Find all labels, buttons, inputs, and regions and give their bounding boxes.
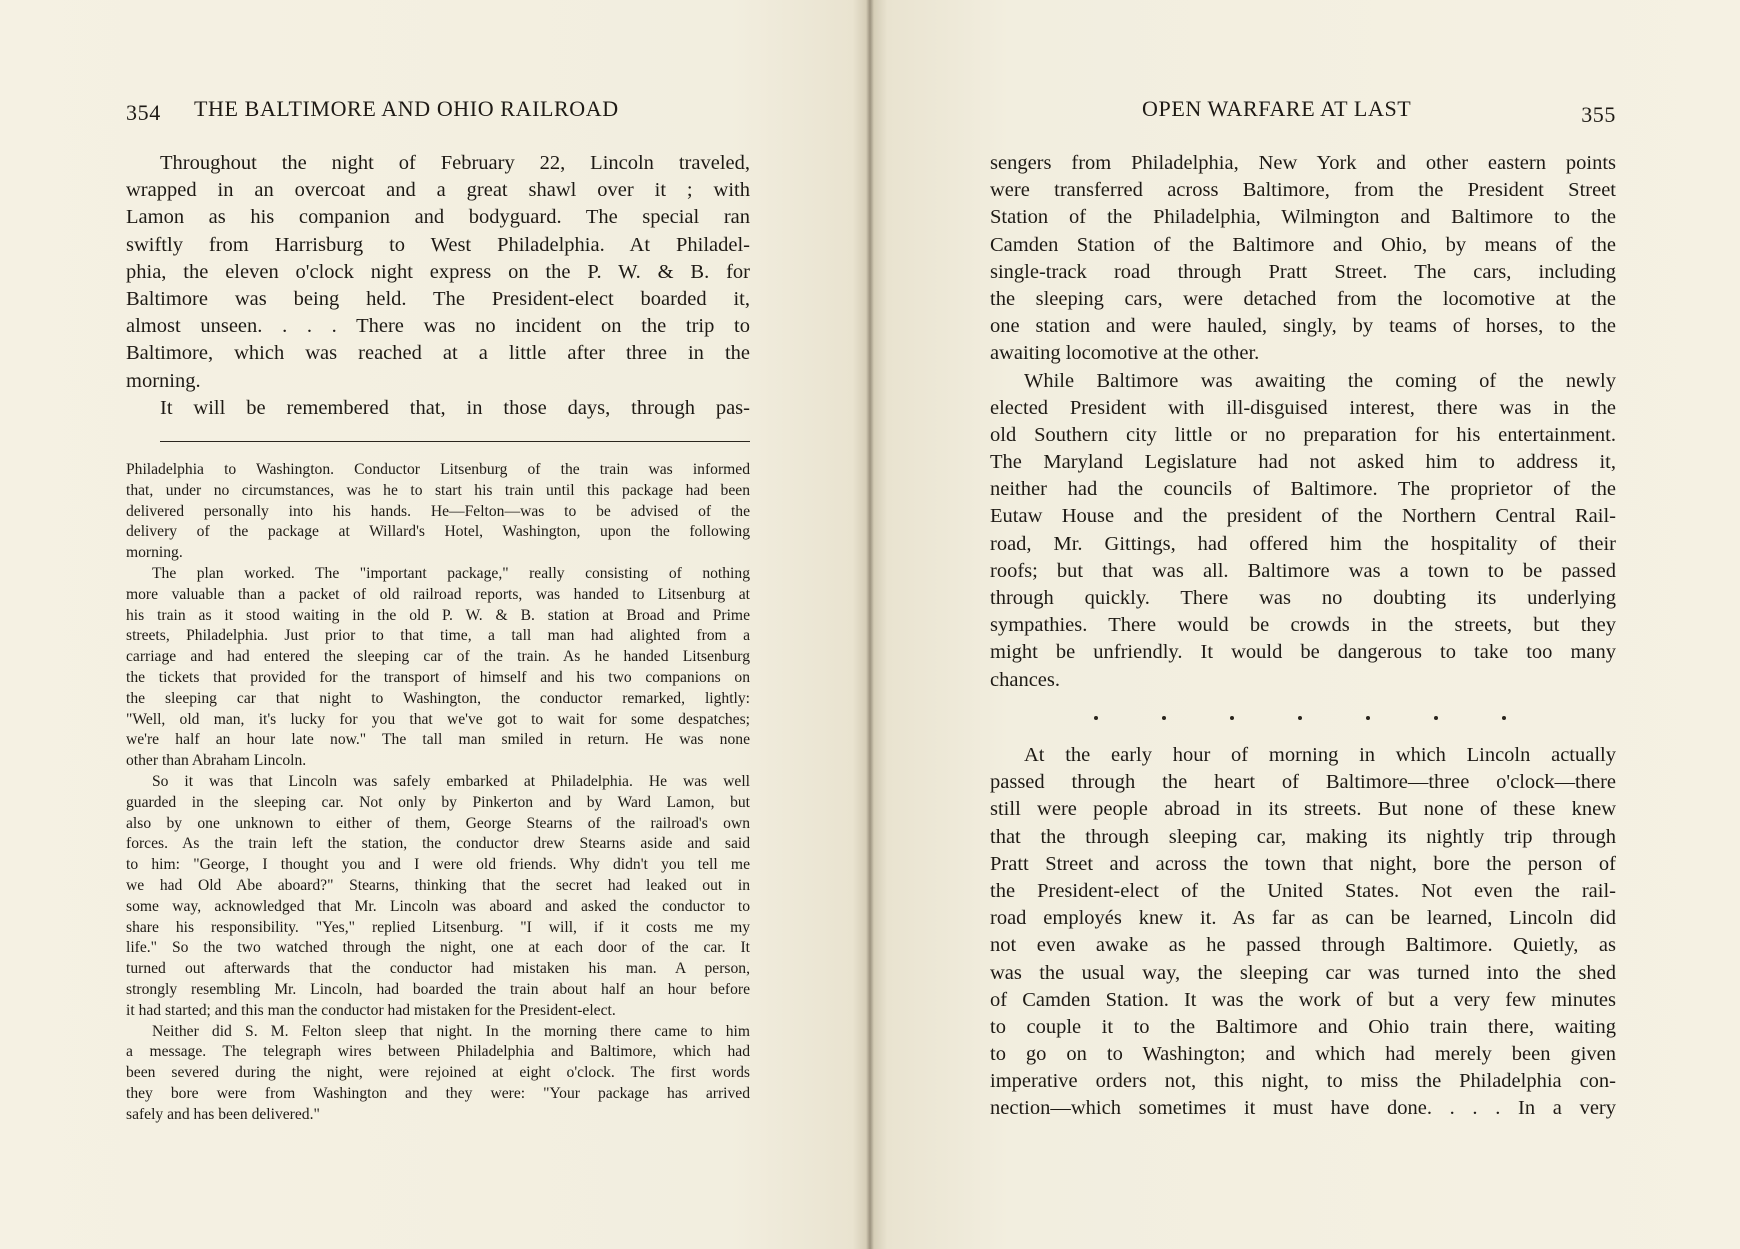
body-line: roofs; but that was all. Baltimore was a town to be passed — [990, 559, 1616, 582]
footnote-line: we're half an hour late now." The tall man smiled in return. He was none — [126, 731, 750, 749]
body-line: through quickly. There was no doubting its underlying — [990, 587, 1616, 609]
footnote-line: a message. The telegraph wires between Philadelphia and Baltimore, which had — [126, 1043, 750, 1061]
footnote-rule — [160, 441, 750, 442]
footnote-line: that, under no circumstances, was he to start his train until this package had been — [126, 481, 750, 499]
body-line: phia, the eleven o'clock night express on the P. W. & B. for — [126, 260, 750, 283]
footnote-line: life." So the two watched through the night, one at each door of the car. It — [126, 939, 750, 957]
footnote-line: turned out afterwards that the conductor had mistaken his man. A person, — [126, 960, 750, 978]
body-line: Baltimore was being held. The President-elect boarded it, — [126, 287, 750, 310]
left-footnotes — [126, 460, 750, 1126]
left-page — [126, 0, 750, 1249]
footnote-line: share his responsibility. "Yes," replied Litsenburg. "I will, if it costs me my — [126, 918, 750, 936]
footnote-line: also by one unknown to either of them, George Stearns of the railroad's own — [126, 814, 750, 832]
footnote-line: the tickets that provided for the transport of himself and his two companions on — [126, 668, 750, 686]
footnote-line: So it was that Lincoln was safely embarked at Philadelphia. He was well — [152, 772, 750, 790]
section-break-dot — [1434, 716, 1438, 720]
right-body-text-after-break — [990, 742, 1616, 1123]
body-line: morning. — [126, 369, 201, 392]
body-line: of Camden Station. It was the work of but a very few minutes — [990, 988, 1616, 1011]
body-line: Throughout the night of February 22, Lincoln traveled, — [160, 152, 750, 174]
body-line: not even awake as he passed through Baltimore. Quietly, as — [990, 934, 1616, 957]
footnote-line: Philadelphia to Washington. Conductor Litsenburg of the train was informed — [126, 461, 750, 478]
right-body-text — [990, 150, 1616, 694]
footnote-line: other than Abraham Lincoln. — [126, 752, 307, 770]
body-line: one station and were hauled, singly, by teams of horses, to the — [990, 315, 1616, 338]
section-break-dot — [1366, 716, 1370, 720]
footnote-line: safely and has been delivered." — [126, 1105, 320, 1123]
body-line: While Baltimore was awaiting the coming of the newly — [1024, 369, 1616, 392]
footnote-line: it had started; and this man the conductor had mistaken for the President-elect. — [126, 1001, 616, 1019]
body-line: Eutaw House and the president of the Northern Central Rail- — [990, 505, 1616, 528]
body-line: elected President with ill-disguised interest, there was in the — [990, 396, 1616, 419]
left-body-text — [126, 150, 750, 422]
left-running-head — [126, 96, 750, 126]
footnote-line: to him: "George, I thought you and I were old friends. Why didn't you tell me — [126, 856, 750, 874]
body-line: nection—which sometimes it must have done. . . . In a very — [990, 1097, 1616, 1120]
body-line: imperative orders not, this night, to miss the Philadelphia con- — [990, 1070, 1616, 1093]
left-running-title: THE BALTIMORE AND OHIO RAILROAD — [194, 96, 619, 121]
footnote-line: carriage and had entered the sleeping car of the train. As he handed Litsenburg — [126, 648, 750, 666]
body-line: single-track road through Pratt Street. The cars, including — [990, 260, 1616, 283]
footnote-line: they bore were from Washington and they were: "Your package has arrived — [126, 1084, 750, 1102]
body-line: The Maryland Legislature had not asked him to address it, — [990, 451, 1616, 474]
right-running-title: OPEN WARFARE AT LAST — [1142, 96, 1412, 121]
footnote-line: Neither did S. M. Felton sleep that night. In the morning there came to him — [152, 1022, 750, 1040]
footnote-line: streets, Philadelphia. Just prior to that time, a tall man had alighted from a — [126, 627, 750, 645]
body-line: chances. — [990, 668, 1060, 691]
footnote-line: we had Old Abe aboard?" Stearns, thinking that the secret had leaked out in — [126, 876, 750, 894]
body-line: the sleeping cars, were detached from the locomotive at the — [990, 287, 1616, 310]
footnote-line: his train as it stood waiting in the old P. W. & B. station at Broad and Prime — [126, 606, 750, 624]
footnote-line: the sleeping car that night to Washington, the conductor remarked, lightly: — [126, 689, 750, 707]
right-running-head — [990, 96, 1616, 126]
footnote-line: forces. As the train left the station, the conductor drew Stearns aside and said — [126, 835, 750, 853]
body-line: might be unfriendly. It would be dangerous to take too many — [990, 641, 1616, 664]
body-line: road employés knew it. As far as can be learned, Lincoln did — [990, 907, 1616, 930]
body-line: neither had the councils of Baltimore. The proprietor of the — [990, 478, 1616, 501]
body-line: Camden Station of the Baltimore and Ohio, by means of the — [990, 233, 1616, 256]
section-break-dots — [990, 706, 1616, 732]
body-line: that the through sleeping car, making its nightly trip through — [990, 825, 1616, 848]
body-line: wrapped in an overcoat and a great shawl over it ; with — [126, 179, 750, 202]
body-line: Station of the Philadelphia, Wilmington and Baltimore to the — [990, 206, 1616, 229]
body-line: the President-elect of the United States. Not even the rail- — [990, 879, 1616, 902]
body-line: Lamon as his companion and bodyguard. The special ran — [126, 206, 750, 229]
body-line: to couple it to the Baltimore and Ohio train there, waiting — [990, 1015, 1616, 1038]
body-line: At the early hour of morning in which Lincoln actually — [1024, 744, 1616, 766]
body-line: Baltimore, which was reached at a little after three in the — [126, 342, 750, 365]
body-line: swiftly from Harrisburg to West Philadelphia. At Philadel- — [126, 233, 750, 256]
body-line: awaiting locomotive at the other. — [990, 342, 1260, 365]
footnote-line: delivered personally into his hands. He—Felton—was to be advised of the — [126, 502, 750, 520]
left-page-number: 354 — [126, 100, 161, 125]
footnote-line: morning. — [126, 544, 183, 562]
body-line: sympathies. There would be crowds in the streets, but they — [990, 614, 1616, 637]
footnote-line: The plan worked. The "important package," really consisting of nothing — [152, 564, 750, 582]
footnote-line: some way, acknowledged that Mr. Lincoln was aboard and asked the conductor to — [126, 897, 750, 915]
body-line: to go on to Washington; and which had merely been given — [990, 1043, 1616, 1066]
body-line: old Southern city little or no preparation for his entertainment. — [990, 423, 1616, 446]
body-line: passed through the heart of Baltimore—three o'clock—there — [990, 771, 1616, 794]
body-line: Pratt Street and across the town that night, bore the person of — [990, 852, 1616, 875]
footnote-line: more valuable than a packet of old railroad reports, was handed to Litsenburg at — [126, 585, 750, 603]
footnote-line: "Well, old man, it's lucky for you that we've got to wait for some despatches; — [126, 710, 750, 728]
body-line: road, Mr. Gittings, had offered him the hospitality of their — [990, 532, 1616, 555]
section-break-dot — [1162, 716, 1166, 720]
body-line: almost unseen. . . . There was no incident on the trip to — [126, 315, 750, 338]
body-line: still were people abroad in its streets. But none of these knew — [990, 798, 1616, 821]
footnote-line: delivery of the package at Willard's Hotel, Washington, upon the following — [126, 523, 750, 541]
body-line: was the usual way, the sleeping car was turned into the shed — [990, 961, 1616, 984]
section-break-dot — [1094, 716, 1098, 720]
section-break-dot — [1502, 716, 1506, 720]
body-line: It will be remembered that, in those days, through pas- — [160, 396, 750, 419]
body-line: sengers from Philadelphia, New York and other eastern points — [990, 152, 1616, 174]
footnote-line: guarded in the sleeping car. Not only by Pinkerton and by Ward Lamon, but — [126, 793, 750, 811]
body-line: were transferred across Baltimore, from the President Street — [990, 179, 1616, 202]
footnote-line: strongly resembling Mr. Lincoln, had boarded the train about half an hour before — [126, 980, 750, 998]
book-gutter — [866, 0, 874, 1249]
footnote-line: been severed during the night, were rejoined at eight o'clock. The first words — [126, 1064, 750, 1082]
section-break-dot — [1230, 716, 1234, 720]
right-page-number: 355 — [1581, 102, 1616, 127]
right-page — [990, 0, 1616, 1249]
section-break-dot — [1298, 716, 1302, 720]
